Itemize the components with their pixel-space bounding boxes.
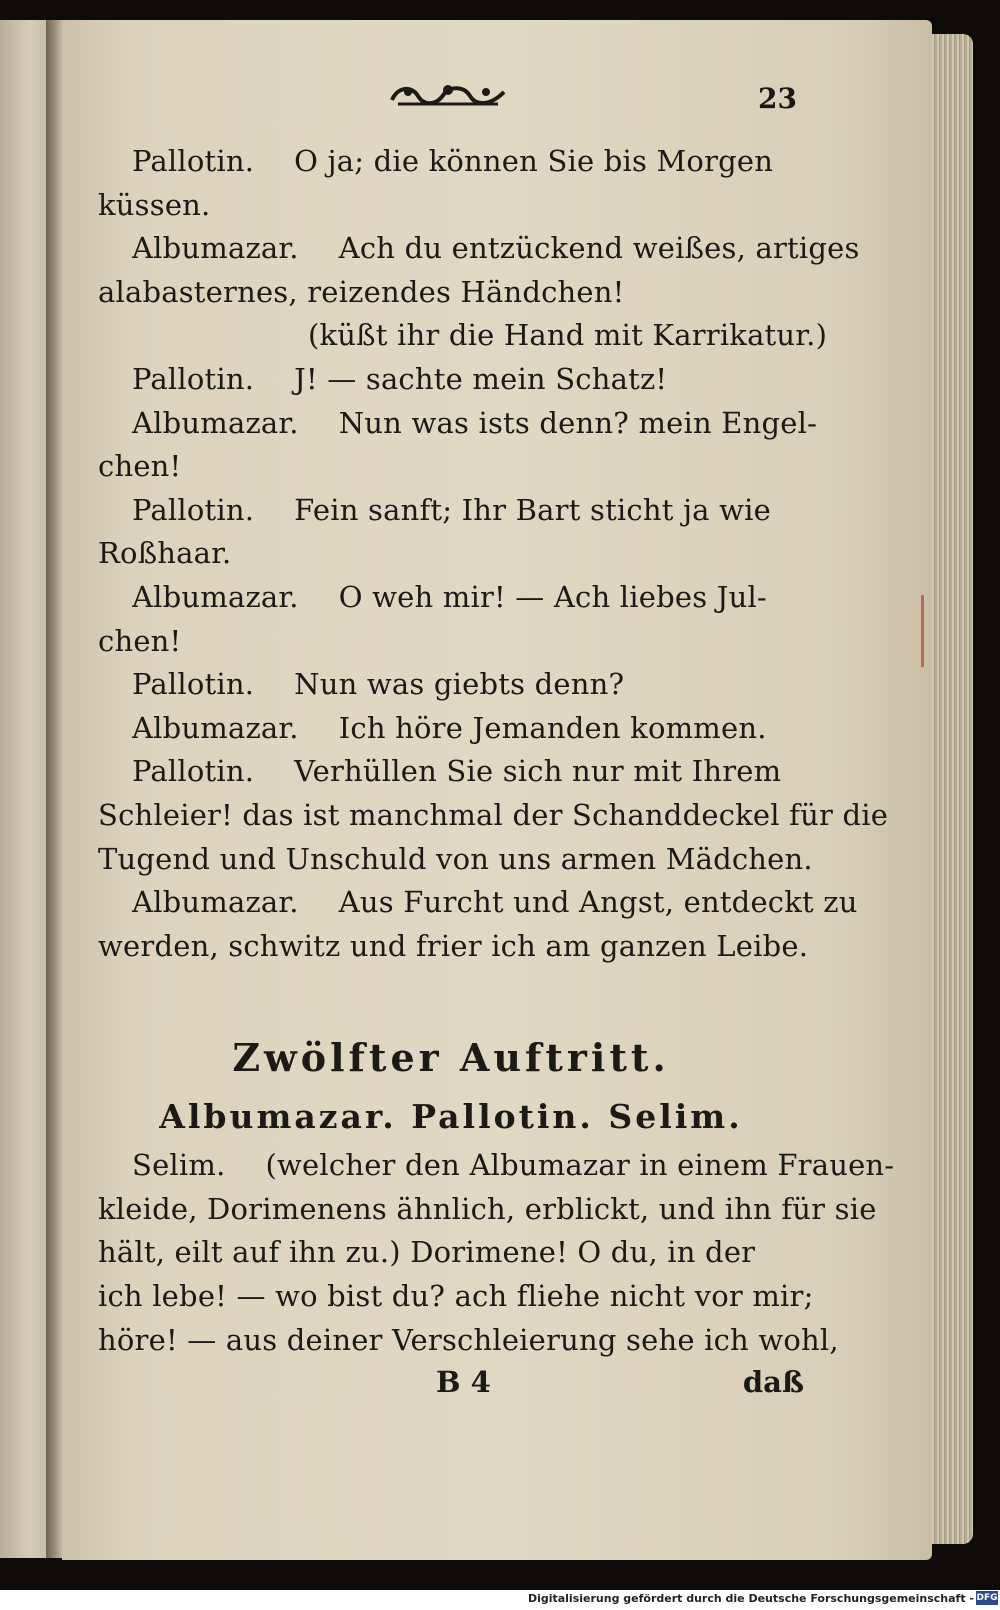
catchword: daß [742,1365,804,1399]
speaker-name: Albumazar. [132,710,299,745]
continuation-line [98,838,813,882]
page-stack-edges [925,34,973,1544]
dialogue-text: kleide, Dorimenens ähnlich, erblickt, und ihn für sie [98,1191,877,1226]
stage-direction-text: (küßt ihr die Hand mit Karrikatur.) [308,318,828,353]
dialogue-text: hält, eilt auf ihn zu.) Dorimene! O du, in der [98,1235,756,1270]
stage-direction [98,314,828,358]
dialogue-text: (welcher den Albumazar in einem Frauen- [265,1148,895,1183]
dialogue-line [98,750,804,794]
dialogue-line [98,140,804,184]
continuation-line [98,1319,839,1363]
scene-persons: Albumazar. Pallotin. Selim. [159,1097,743,1137]
speaker-name: Albumazar. [132,579,299,614]
speaker-name: Pallotin. [132,144,255,178]
dialogue-text: Nun was giebts denn? [294,667,625,702]
dialogue-line [98,358,804,402]
continuation-line [98,1275,814,1319]
dialogue-text: Schleier! das ist manchmal der Schanddeckel für die [98,797,889,832]
dialogue-line [98,707,804,751]
speaker-name: Pallotin. [132,361,255,396]
dialogue-line [98,402,818,446]
dialogue-text: O weh mir! — Ach liebes Jul- [338,579,767,614]
dialogue-block-2 [98,1144,895,1362]
dialogue-text: höre! — aus deiner Verschleierung sehe ich wohl, [98,1322,839,1357]
continuation-line [98,1188,877,1232]
speaker-name: Albumazar. [132,405,299,440]
dialogue-line [98,663,804,707]
dialogue-text: chen! [98,623,182,658]
dialogue-text: J! — sachte mein Schatz! [294,361,668,396]
dialogue-line [98,576,804,620]
page-number: 23 [758,82,797,115]
dialogue-text: küssen. [98,187,211,222]
dialogue-text: Verhüllen Sie sich nur mit Ihrem [294,754,782,789]
speaker-name: Selim. [132,1148,226,1183]
dialogue-block-1 [98,140,889,968]
speaker-name: Albumazar. [132,885,299,920]
speaker-name: Pallotin. [132,754,255,789]
continuation-line [98,271,804,315]
catch-line [98,1365,804,1405]
dialogue-text: Fein sanft; Ihr Bart sticht ja wie [294,492,771,527]
continuation-line [98,925,809,969]
dialogue-text: alabasternes, reizendes Händchen! [98,274,625,309]
dialogue-text: ich lebe! — wo bist du? ach fliehe nicht vor mir; [98,1279,814,1314]
dialogue-line [98,881,858,925]
dialogue-text: Roßhaar. [98,536,232,571]
dialogue-text: O ja; die können Sie bis Morgen [294,144,774,178]
continuation-line [98,620,804,664]
signature-mark: B 4 [436,1365,491,1399]
continuation-line [98,1231,804,1275]
speaker-name: Pallotin. [132,667,255,702]
red-mark [921,595,924,667]
speaker-name: Albumazar. [132,231,299,266]
facing-page-edge [0,20,50,1558]
footer-credit: Digitalisierung gefördert durch die Deutsche Forschungsgemeinschaft - [527,1592,974,1605]
printer-ornament-icon [388,78,508,112]
dialogue-line [98,227,860,271]
continuation-line [98,184,804,228]
scene-heading: Zwölfter Auftritt. [232,1035,670,1081]
dialogue-text: Aus Furcht und Angst, entdeckt zu [338,885,858,920]
dialogue-text: Nun was ists denn? mein Engel- [338,405,818,440]
continuation-line [98,532,804,576]
continuation-line [98,794,889,838]
dialogue-text: Tugend und Unschuld von uns armen Mädchen. [98,841,813,876]
dfg-logo: DFG [976,1593,998,1603]
dialogue-line [98,489,804,533]
section-spacer [98,968,804,1026]
dialogue-text: Ach du entzückend weißes, artiges [338,231,860,266]
dialogue-line [98,1144,895,1188]
dialogue-text: chen! [98,449,182,484]
continuation-line [98,445,804,489]
page-text [98,140,895,1362]
dialogue-text: werden, schwitz und frier ich am ganzen Leibe. [98,928,809,963]
speaker-name: Pallotin. [132,492,255,527]
dialogue-text: Ich höre Jemanden kommen. [338,710,767,745]
